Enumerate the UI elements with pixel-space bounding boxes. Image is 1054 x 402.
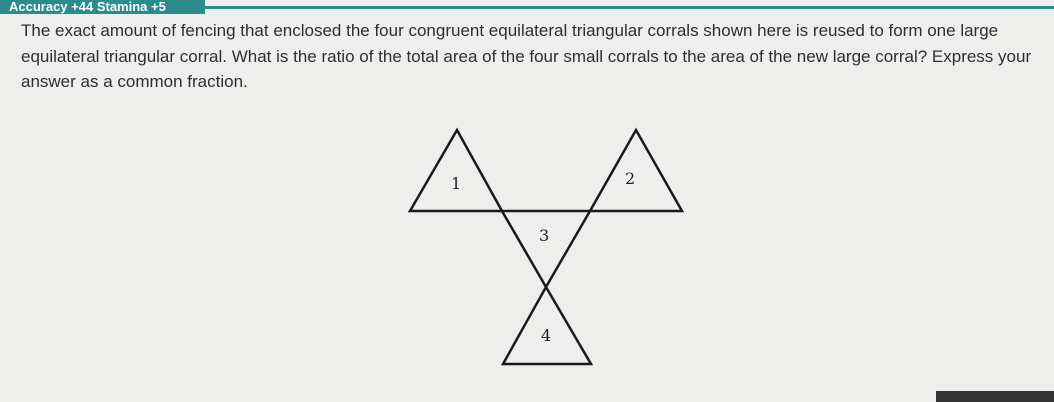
triangle-label-4: 4 — [541, 326, 552, 345]
corral-triangle-3 — [502, 211, 590, 287]
triangle-label-3: 3 — [539, 226, 550, 245]
question-text: The exact amount of fencing that enclosed the four congruent equilateral triangular corrals shown here is reused to form one large equilateral triangular corral. What is the ratio of the total area of the four small corrals to the area of the new large corral? Express your answer as a common fraction. — [21, 21, 1032, 91]
corner-dark-bar — [936, 391, 1054, 402]
stats-banner: Accuracy +44 Stamina +5 — [0, 0, 205, 14]
corral-triangle-1 — [410, 130, 502, 211]
triangle-label-1: 1 — [451, 174, 462, 193]
triangle-label-2: 2 — [625, 169, 636, 188]
corral-triangle-2 — [590, 130, 682, 211]
